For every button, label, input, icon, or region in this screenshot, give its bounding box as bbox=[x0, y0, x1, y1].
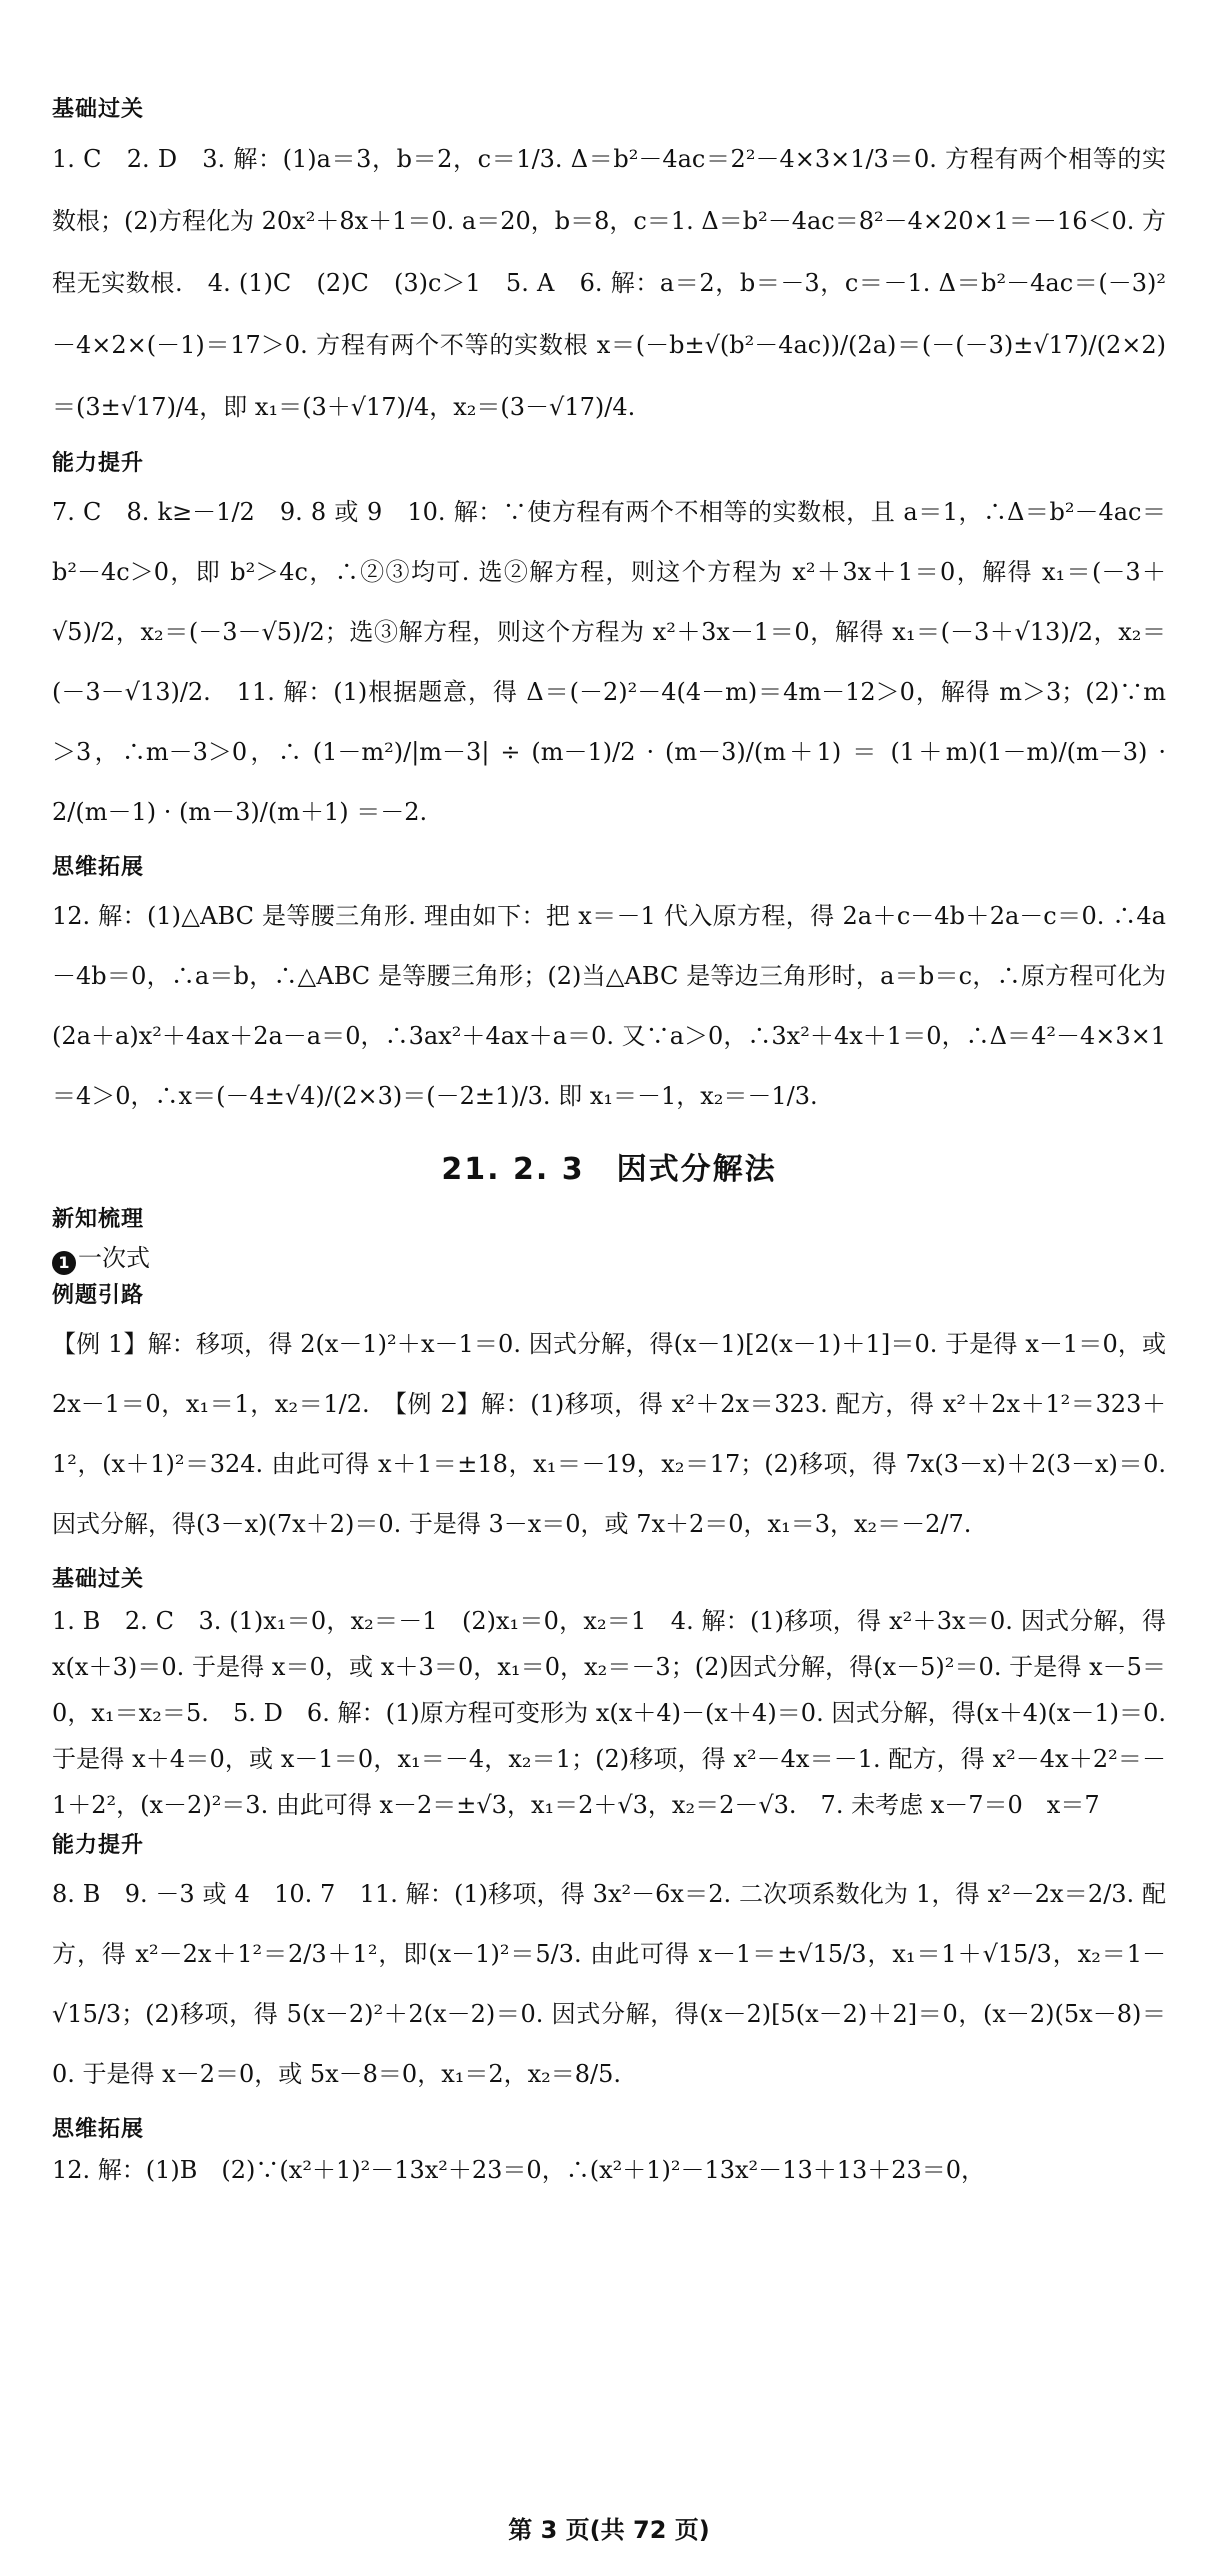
section-basic-2 bbox=[52, 1562, 1166, 1828]
knowledge-text: 一次式 bbox=[78, 1244, 150, 1272]
section-heading: 能力提升 bbox=[52, 1833, 145, 1858]
knowledge-line bbox=[52, 1238, 1166, 1278]
number-badge: 1 bbox=[52, 1251, 76, 1275]
section-examples bbox=[52, 1278, 1166, 1554]
chapter-title: 21. 2. 3 因式分解法 bbox=[441, 1152, 777, 1187]
answer-paragraph: 1. C 2. D 3. 解：(1)a＝3，b＝2，c＝1/3. Δ＝b²－4ac＝2²－4×3×1/3＝0. 方程有两个相等的实数根；(2)方程化为 20x²＋8x＋1＝0. a＝20，b＝8，c＝1. Δ＝b²－4ac＝8²－4×20×1＝－16＜0. 方程无实数根. 4. (1)C (2)C (3)c＞1 5. A 6. 解：a＝2，b＝－3，c＝－1. Δ＝b²－4ac＝(－3)²－4×2×(－1)＝17＞0. 方程有两个不等的实数根 x＝(－b±√(b²－4ac))/(2a)＝(－(－3)±√17)/(2×2)＝(3±√17)/4，即 x₁＝(3＋√17)/4，x₂＝(3－√17)/4. bbox=[52, 145, 1166, 421]
section-improve-2 bbox=[52, 1828, 1166, 2104]
page-footer: 第 3 页(共 72 页) bbox=[508, 2516, 710, 2544]
answer-page bbox=[52, 92, 1166, 2192]
section-heading: 思维拓展 bbox=[52, 855, 145, 880]
answer-paragraph: 【例 1】解：移项，得 2(x－1)²＋x－1＝0. 因式分解，得(x－1)[2(x－1)＋1]＝0. 于是得 x－1＝0，或 2x－1＝0，x₁＝1，x₂＝1/2. 【例 2】解：(1)移项，得 x²＋2x＝323. 配方，得 x²＋2x＋1²＝323＋1²，(x＋1)²＝324. 由此可得 x＋1＝±18，x₁＝－19，x₂＝17；(2)移项，得 7x(3－x)＋2(3－x)＝0. 因式分解，得(3－x)(7x＋2)＝0. 于是得 3－x＝0，或 7x＋2＝0，x₁＝3，x₂＝－2/7. bbox=[52, 1330, 1166, 1538]
section-heading: 基础过关 bbox=[52, 97, 145, 122]
section-improve-1 bbox=[52, 446, 1166, 842]
section-extend-1 bbox=[52, 850, 1166, 1126]
answer-paragraph: 12. 解：(1)B (2)∵(x²＋1)²－13x²＋23＝0，∴(x²＋1)²－13x²－13＋13＋23＝0， bbox=[52, 2156, 986, 2184]
section-heading: 基础过关 bbox=[52, 1567, 145, 1592]
section-heading: 例题引路 bbox=[52, 1283, 145, 1308]
section-basic-1 bbox=[52, 92, 1166, 438]
section-heading: 能力提升 bbox=[52, 451, 145, 476]
answer-paragraph: 7. C 8. k≥－1/2 9. 8 或 9 10. 解：∵使方程有两个不相等的实数根，且 a＝1，∴Δ＝b²－4ac＝b²－4c＞0，即 b²＞4c，∴②③均可. 选②解方程，则这个方程为 x²＋3x＋1＝0，解得 x₁＝(－3＋√5)/2，x₂＝(－3－√5)/2；选③解方程，则这个方程为 x²＋3x－1＝0，解得 x₁＝(－3＋√13)/2，x₂＝(－3－√13)/2. 11. 解：(1)根据题意，得 Δ＝(－2)²－4(4－m)＝4m－12＞0，解得 m＞3；(2)∵m＞3，∴m－3＞0，∴ (1－m²)/|m－3| ÷ (m－1)/2 · (m－3)/(m＋1) ＝ (1＋m)(1－m)/(m－3) · 2/(m－1) · (m－3)/(m＋1) ＝－2. bbox=[52, 498, 1166, 826]
section-heading: 新知梳理 bbox=[52, 1207, 145, 1232]
answer-paragraph: 1. B 2. C 3. (1)x₁＝0，x₂＝－1 (2)x₁＝0，x₂＝1 4. 解：(1)移项，得 x²＋3x＝0. 因式分解，得 x(x＋3)＝0. 于是得 x＝0，或 x＋3＝0，x₁＝0，x₂＝－3；(2)因式分解，得(x－5)²＝0. 于是得 x－5＝0，x₁＝x₂＝5. 5. D 6. 解：(1)原方程可变形为 x(x＋4)－(x＋4)＝0. 因式分解，得(x＋4)(x－1)＝0. 于是得 x＋4＝0，或 x－1＝0，x₁＝－4，x₂＝1；(2)移项，得 x²－4x＝－1. 配方，得 x²－4x＋2²＝－1＋2²，(x－2)²＝3. 由此可得 x－2＝±√3，x₁＝2＋√3，x₂＝2－√3. 7. 未考虑 x－7＝0 x＝7 bbox=[52, 1607, 1166, 1819]
section-knowledge bbox=[52, 1202, 1166, 1278]
answer-paragraph: 8. B 9. －3 或 4 10. 7 11. 解：(1)移项，得 3x²－6x＝2. 二次项系数化为 1，得 x²－2x＝2/3. 配方，得 x²－2x＋1²＝2/3＋1²，即(x－1)²＝5/3. 由此可得 x－1＝±√15/3，x₁＝1＋√15/3，x₂＝1－√15/3；(2)移项，得 5(x－2)²＋2(x－2)＝0. 因式分解，得(x－2)[5(x－2)＋2]＝0，(x－2)(5x－8)＝0. 于是得 x－2＝0，或 5x－8＝0，x₁＝2，x₂＝8/5. bbox=[52, 1880, 1166, 2088]
answer-paragraph: 12. 解：(1)△ABC 是等腰三角形. 理由如下：把 x＝－1 代入原方程，得 2a＋c－4b＋2a－c＝0. ∴4a－4b＝0，∴a＝b，∴△ABC 是等腰三角形；(2)当△ABC 是等边三角形时，a＝b＝c，∴原方程可化为(2a＋a)x²＋4ax＋2a－a＝0，∴3ax²＋4ax＋a＝0. 又∵a＞0，∴3x²＋4x＋1＝0，∴Δ＝4²－4×3×1＝4＞0，∴x＝(－4±√4)/(2×3)＝(－2±1)/3. 即 x₁＝－1，x₂＝－1/3. bbox=[52, 902, 1166, 1110]
section-extend-2 bbox=[52, 2112, 1166, 2192]
section-heading: 思维拓展 bbox=[52, 2117, 145, 2142]
